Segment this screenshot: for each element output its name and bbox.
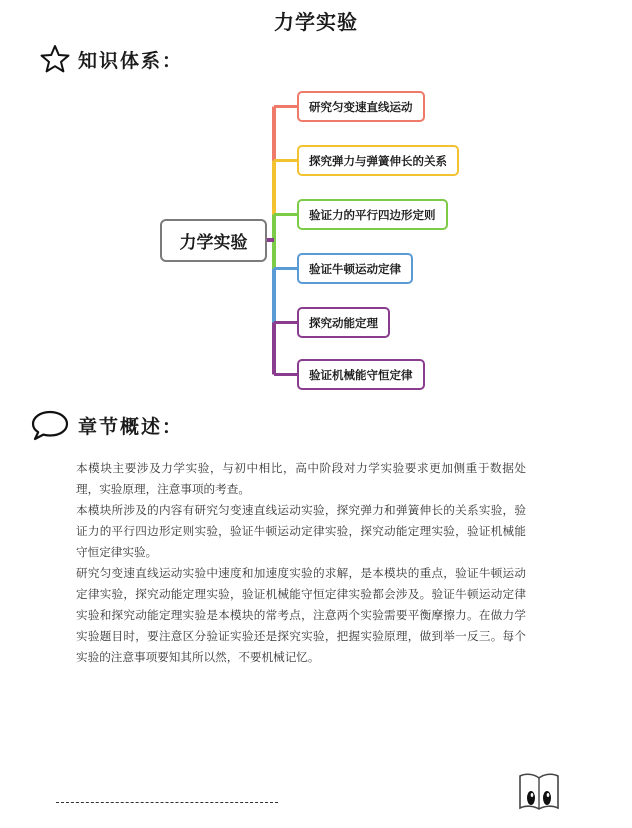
mindmap-branch[interactable]: 探究动能定理: [297, 307, 390, 338]
overview-heading-label: 章节概述：: [78, 415, 184, 438]
mindmap-root[interactable]: 力学实验: [160, 219, 267, 262]
mindmap: [0, 0, 632, 400]
speech-bubble-icon: [30, 409, 70, 441]
overview-heading: [30, 409, 183, 441]
footer-dashed-rule: [56, 802, 278, 803]
mindmap-branch[interactable]: 验证牛顿运动定律: [297, 253, 413, 284]
knowledge-heading-label: 知识体系：: [78, 49, 184, 72]
mindmap-branch[interactable]: 验证力的平行四边形定则: [297, 199, 448, 230]
mindmap-branch[interactable]: 探究弹力与弹簧伸长的关系: [297, 145, 459, 176]
mindmap-branch[interactable]: 研究匀变速直线运动: [297, 91, 425, 122]
mindmap-branch[interactable]: 验证机械能守恒定律: [297, 359, 425, 390]
overview-paragraph: 本模块主要涉及力学实验，与初中相比，高中阶段对力学实验要求更加侧重于数据处理，实验原理，注意事项的考查。: [76, 461, 526, 496]
page-title: 力学实验: [274, 10, 358, 34]
overview-paragraph: 研究匀变速直线运动实验中速度和加速度实验的求解，是本模块的重点，验证牛顿运动定律实验，探究动能定理实验，验证机械能守恒定律实验都会涉及。验证牛顿运动定律实验和探究动能定理实验是本模块的常考点，注意两个实验需要平衡摩擦力。在做力学实验题目时，要注意区分验证实验还是探究实验，把握实验原理，做到举一反三。每个实验的注意事项要知其所以然，不要机械记忆。: [76, 566, 526, 664]
book-eyes-icon: [516, 768, 562, 814]
overview-paragraph: 本模块所涉及的内容有研究匀变速直线运动实验，探究弹力和弹簧伸长的关系实验，验证力的平行四边形定则实验，验证牛顿运动定律实验，探究动能定理实验，验证机械能守恒定律实验。: [76, 503, 526, 559]
overview-text: [76, 458, 526, 668]
